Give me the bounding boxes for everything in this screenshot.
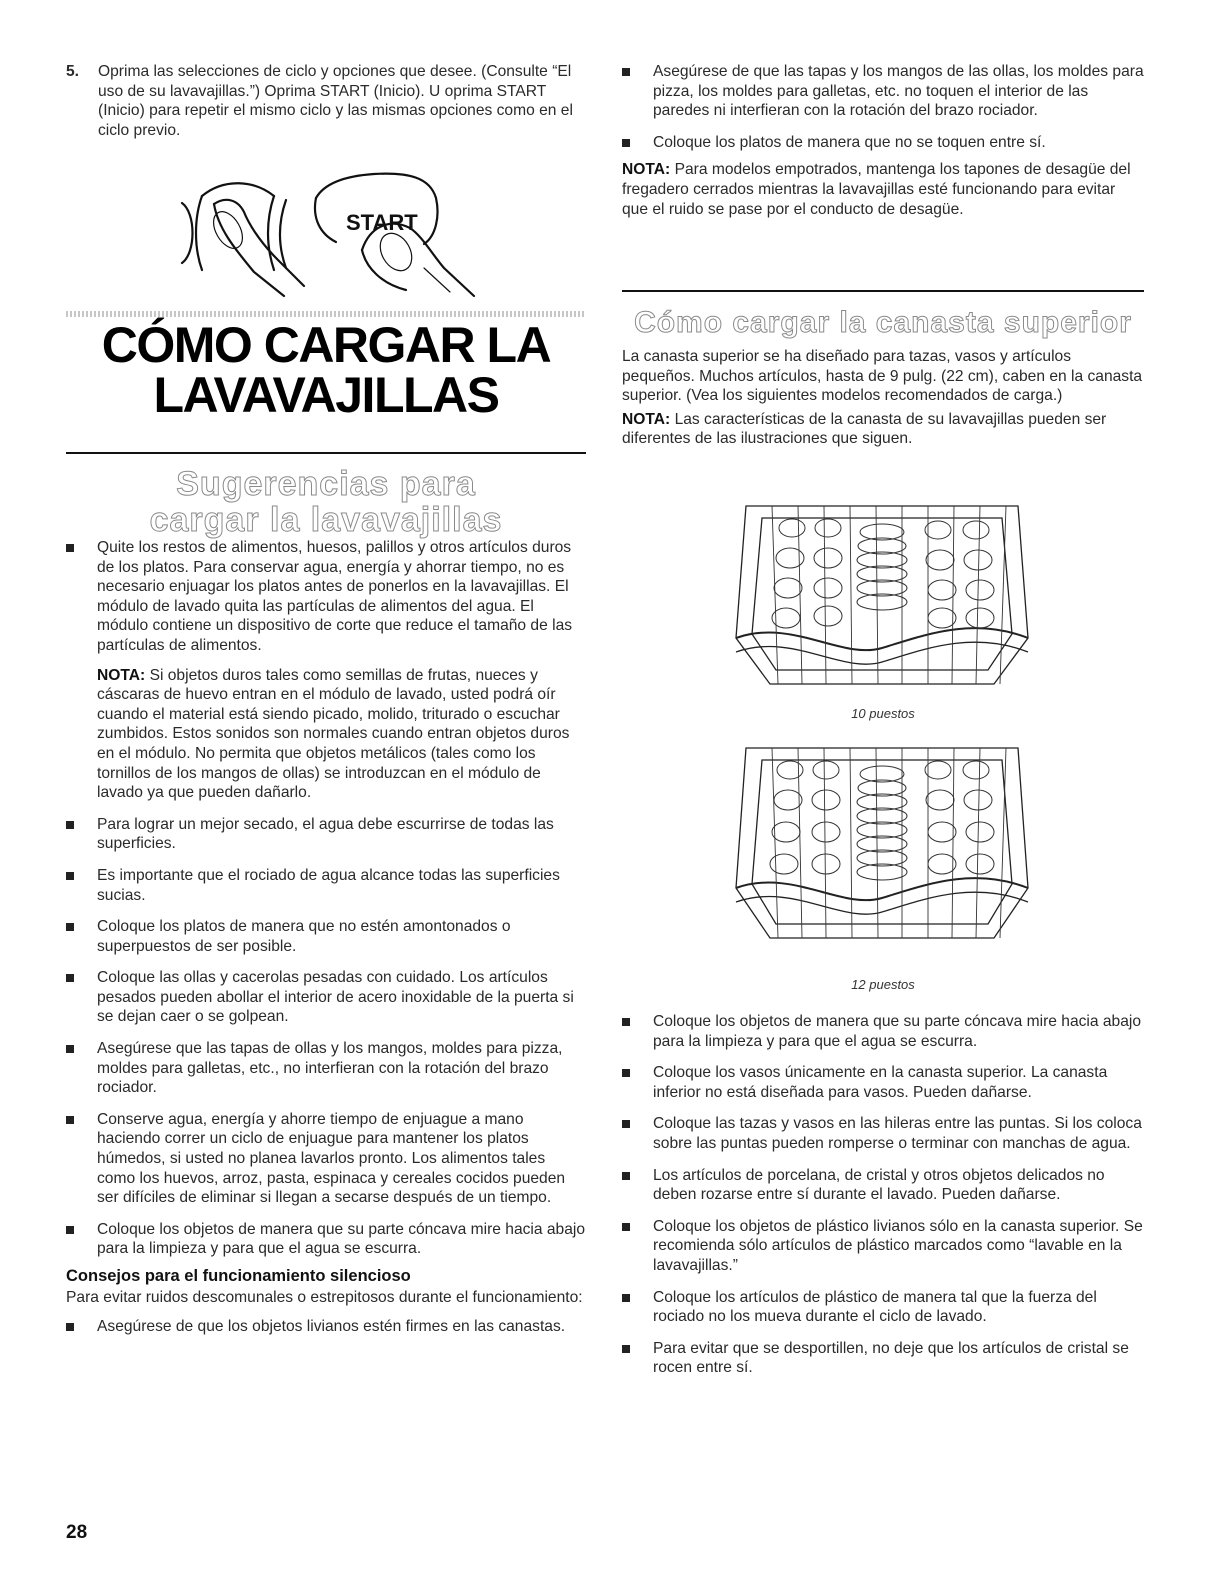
- start-button-label: START: [346, 210, 418, 235]
- list-item: Coloque los vasos únicamente en la canasta superior. La canasta inferior no está diseñada para vasos. Pueden dañarse.: [622, 1063, 1144, 1102]
- step-5: [66, 62, 586, 140]
- note-label: NOTA:: [622, 410, 671, 428]
- list-item: Para lograr un mejor secado, el agua debe escurrirse de todas las superficies.: [66, 815, 586, 854]
- tips-title-line-2: cargar la lavavajillas: [149, 501, 503, 539]
- quiet-continued: [622, 62, 1144, 219]
- upper-rack-list: [622, 1012, 1144, 1378]
- list-item: Coloque los objetos de manera que su parte cóncava mire hacia abajo para la limpieza y para que el agua se escurra.: [66, 1220, 586, 1259]
- page-title-line-2: LAVAVAJILLAS: [153, 367, 499, 423]
- quiet-intro: Para evitar ruidos descomunales o estrepitosos durante el funcionamiento:: [66, 1288, 583, 1306]
- tips-section-title: [66, 466, 586, 538]
- upper-rack-intro: [622, 347, 1144, 449]
- list-item: Asegúrese de que las tapas y los mangos de las ollas, los moldes para pizza, los moldes para galletas, etc. no toquen el interior de las paredes ni interfieran con la rotación del brazo rociador.: [622, 62, 1144, 121]
- list-item: Coloque las tazas y vasos en las hileras entre las puntas. Si los coloca sobre las puntas pueden romperse o terminar con manchas de agua.: [622, 1114, 1144, 1153]
- note-label: NOTA:: [622, 161, 671, 179]
- list-item: [66, 538, 586, 803]
- note-text: Las características de la canasta de su lavavajillas pueden ser diferentes de las ilustraciones que siguen.: [622, 410, 1107, 448]
- note-text: Si objetos duros tales como semillas de frutas, nueces y cáscaras de huevo entran en el módulo de lavado, usted podrá oír cuando el material está siendo picado, molido, triturado o escuchar zumbidos. Estos sonidos son normales cuando entran objetos duros en el módulo. No permita que objetos metálicos (tales como los tornillos de los mangos de ollas) se introduzcan en el módulo de lavado ya que pueden dañarlo.: [97, 666, 570, 802]
- step-5-text: Oprima las selecciones de ciclo y opciones que desee. (Consulte “El uso de su lavavajillas.”) Oprima START (Inicio). U oprima START (Inicio) para repetir el mismo ciclo y las mismas opciones como en el ciclo previo.: [98, 63, 573, 139]
- upper-rack-paragraph: La canasta superior se ha diseñado para tazas, vasos y artículos pequeños. Muchos artículos, hasta de 9 pulg. (22 cm), caben en la canasta superior. (Vea los siguientes modelos recomendados de carga.): [622, 348, 1143, 405]
- note-text: Para modelos empotrados, mantenga los tapones de desagüe del fregadero cerrados mientras la lavavajillas esté funcionando para evitar que el ruido se pase por el conducto de desagüe.: [622, 161, 1131, 218]
- list-item: Los artículos de porcelana, de cristal y otros objetos delicados no deben rozarse entre sí durante el lavado. Pueden dañarse.: [622, 1166, 1144, 1205]
- page-title: [66, 317, 586, 423]
- section-rule: [622, 290, 1144, 292]
- list-item: Asegúrese de que los objetos livianos estén firmes en las canastas.: [66, 1317, 586, 1337]
- list-item: Coloque los artículos de plástico de manera tal que la fuerza del rociado no los mueva durante el ciclo de lavado.: [622, 1288, 1144, 1327]
- list-item: Coloque los platos de manera que no estén amontonados o superpuestos de ser posible.: [66, 917, 586, 956]
- list-item: Conserve agua, energía y ahorre tiempo de enjuague a mano haciendo correr un ciclo de enjuague para mantener los platos húmedos, si usted no planea lavarlos pronto. Los alimentos tales como los huevos, arroz, pasta, espinaca y cereales cocidos pueden ser difíciles de eliminar si llegan a secarse después de un tiempo.: [66, 1110, 586, 1208]
- tips-title-line-1: Sugerencias para: [176, 465, 476, 503]
- list-item: Coloque los objetos de manera que su parte cóncava mire hacia abajo para la limpieza y para que el agua se escurra.: [622, 1012, 1144, 1051]
- quiet-heading: Consejos para el funcionamiento silencioso: [66, 1267, 411, 1285]
- quiet-list-left: [66, 1317, 586, 1337]
- list-item: Asegúrese que las tapas de ollas y los mangos, moldes para pizza, moldes para galletas, etc., no interfieran con la rotación del brazo rociador.: [66, 1039, 586, 1098]
- upper-rack-10-place-illustration: [732, 488, 1032, 698]
- list-item: Coloque las ollas y cacerolas pesadas con cuidado. Los artículos pesados pueden abollar el interior de acero inoxidable de la puerta si se dejan caer o se golpean.: [66, 968, 586, 1027]
- note-label: NOTA:: [97, 666, 146, 684]
- page-title-line-1: CÓMO CARGAR LA: [101, 317, 551, 373]
- caption-12-place: 12 puestos: [851, 977, 915, 992]
- tip-text: Quite los restos de alimentos, huesos, palillos y otros artículos duros de los platos. Para conservar agua, energía y ahorrar tiempo, no es necesario enjuagar los platos antes de ponerlos en la lavavajillas. El módulo de lavado quita las partículas de alimentos del agua. El módulo contiene un dispositivo de corte que reduce el tamaño de las partículas de alimentos.: [97, 539, 573, 654]
- upper-rack-note: [622, 410, 1144, 449]
- page-number: 28: [66, 1522, 88, 1543]
- tips-section-body: [66, 538, 586, 1349]
- quiet-note: [622, 160, 1144, 219]
- upper-rack-tips: [622, 1012, 1144, 1390]
- section-rule: [66, 452, 586, 454]
- step-number: 5.: [66, 63, 80, 80]
- upper-rack-title: Cómo cargar la canasta superior: [634, 306, 1132, 339]
- caption-10-place: 10 puestos: [851, 706, 915, 721]
- list-item: Es importante que el rociado de agua alcance todas las superficies sucias.: [66, 866, 586, 905]
- start-button-illustration: [174, 168, 504, 303]
- upper-rack-12-place-illustration: [732, 738, 1032, 950]
- quiet-list-right: [622, 62, 1144, 152]
- list-item: Coloque los platos de manera que no se toquen entre sí.: [622, 133, 1144, 153]
- list-item: Para evitar que se desportillen, no deje que los artículos de cristal se rocen entre sí.: [622, 1339, 1144, 1378]
- tips-list: [66, 538, 586, 1259]
- list-item: Coloque los objetos de plástico livianos sólo en la canasta superior. Se recomienda sólo artículos de plástico marcados como “lavable en la lavavajillas.”: [622, 1217, 1144, 1276]
- note: [97, 666, 586, 803]
